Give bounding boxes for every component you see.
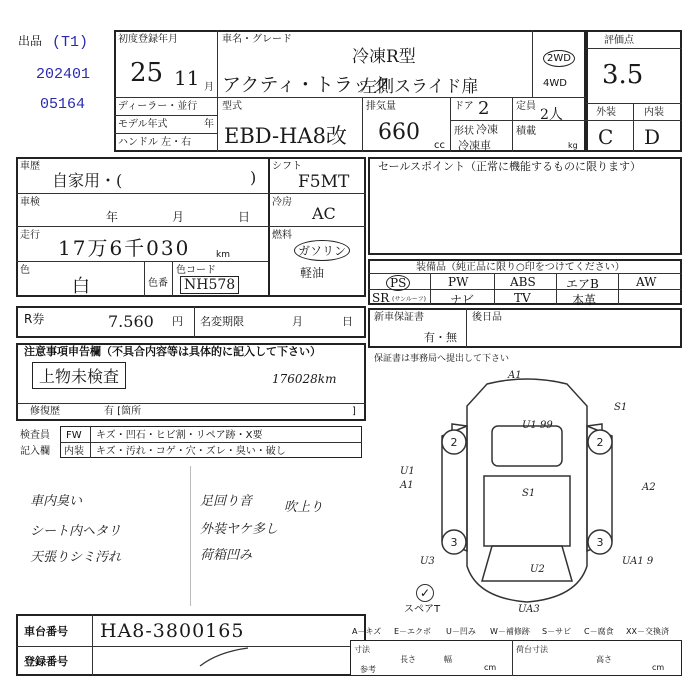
equip-leather: 本革 bbox=[572, 293, 597, 307]
model-year-label: モデル年式 bbox=[118, 119, 168, 130]
equip-abs: ABS bbox=[510, 275, 536, 289]
inspection-year: 年 bbox=[106, 210, 119, 224]
inspector-note: 荷箱凹み bbox=[200, 548, 253, 563]
wheel-mark: 3 bbox=[450, 536, 458, 549]
repair-label: 修復歴 bbox=[30, 406, 60, 417]
capacity: 2人 bbox=[540, 107, 563, 123]
drive-2wd: 2WD bbox=[543, 50, 575, 67]
inspection-label: 車検 bbox=[20, 197, 40, 208]
score: 3.5 bbox=[602, 60, 644, 90]
inspection-day: 日 bbox=[238, 210, 251, 224]
recycle-amount: 7.560 bbox=[108, 312, 154, 331]
month-mark: 月 bbox=[204, 82, 214, 93]
legend-item: U－凹み bbox=[446, 627, 476, 636]
warranty-label: 新車保証書 bbox=[374, 312, 424, 323]
damage-mark: U1 bbox=[400, 466, 415, 477]
inspector-note: 天張りシミ汚れ bbox=[30, 550, 122, 565]
inspector-note: 吹上り bbox=[284, 500, 324, 515]
exterior-grade: C bbox=[598, 125, 614, 149]
reg-year-label: 初度登録年月 bbox=[118, 34, 178, 45]
recycle-yen: 円 bbox=[172, 315, 183, 328]
shift-label: シフト bbox=[272, 161, 302, 172]
damage-mark: UA1 9 bbox=[622, 556, 654, 567]
exterior-label: 外装 bbox=[596, 107, 616, 118]
size-length: 長さ bbox=[400, 655, 416, 664]
color-code: NH578 bbox=[180, 276, 239, 294]
equip-tv: TV bbox=[514, 291, 531, 305]
category: 自家用・( bbox=[52, 171, 123, 190]
repair-close: ] bbox=[352, 406, 356, 417]
fuel-gasoline: ガソリン bbox=[294, 240, 350, 261]
shape-note-1: 冷凍 bbox=[476, 123, 498, 136]
warranty-options: 有・無 bbox=[424, 331, 457, 344]
fuel-diesel: 軽油 bbox=[300, 266, 325, 280]
damage-mark: A2 bbox=[642, 482, 656, 493]
color: 白 bbox=[72, 276, 90, 297]
legend-item: E－エクボ bbox=[394, 627, 432, 636]
shift: F5MT bbox=[298, 172, 350, 192]
kg-unit: kg bbox=[568, 141, 578, 150]
note-mileage: 176028km bbox=[272, 372, 337, 386]
lot-date: 202401 bbox=[36, 66, 91, 83]
size-title: 寸法 bbox=[354, 645, 370, 654]
inspector-label-2: 記入欄 bbox=[20, 446, 50, 457]
damage-mark: U1 99 bbox=[522, 420, 553, 431]
displacement: 660 bbox=[378, 120, 420, 145]
inspector-interior-label: 内装 bbox=[64, 446, 84, 457]
category-label: 車歴 bbox=[20, 161, 40, 172]
legend-item: S－サビ bbox=[542, 627, 572, 636]
doors-label: ドア bbox=[454, 101, 474, 112]
inspector-note: 車内臭い bbox=[30, 494, 83, 509]
damage-mark: UA3 bbox=[518, 604, 540, 615]
inspector-interior-codes: キズ・汚れ・コゲ・穴・ズレ・臭い・破し bbox=[96, 446, 286, 457]
selling-points-label: セールスポイント（正常に機能するものに限ります） bbox=[378, 160, 642, 173]
damage-mark: U3 bbox=[420, 556, 435, 567]
paren-close: ) bbox=[250, 168, 257, 187]
color-label: 色 bbox=[20, 265, 30, 276]
model-label: 型式 bbox=[222, 101, 242, 112]
equip-navi: ナビ bbox=[450, 293, 475, 307]
size-width: 幅 bbox=[444, 655, 452, 664]
reg-month: 11 bbox=[174, 66, 200, 90]
car-damage-diagram bbox=[372, 366, 682, 616]
rear-seat-label: 後日品 bbox=[472, 312, 502, 323]
legend-item: C－腐食 bbox=[584, 627, 614, 636]
damage-mark: S1 bbox=[614, 402, 628, 413]
year-mark: 年 bbox=[204, 119, 214, 130]
car-name-note: 左側スライド扉 bbox=[360, 77, 479, 97]
drive-4wd: 4WD bbox=[543, 78, 567, 89]
fuel-label: 燃料 bbox=[272, 230, 292, 241]
model: EBD-HA8改 bbox=[224, 124, 347, 148]
equipment-label: 装備品（純正品に限り○印をつけてください） bbox=[416, 262, 625, 273]
registration-scribble bbox=[196, 646, 256, 670]
bed-cm: cm bbox=[652, 663, 665, 672]
spare-label: スペアT bbox=[404, 604, 441, 615]
registration-label: 登録番号 bbox=[24, 655, 68, 668]
chassis-label: 車台番号 bbox=[24, 625, 68, 638]
interior-grade: D bbox=[644, 125, 661, 149]
damage-mark: U2 bbox=[530, 564, 545, 575]
legend-item: W－補修跡 bbox=[490, 627, 530, 636]
legend-row bbox=[352, 626, 682, 638]
note-unchecked-body: 上物未検査 bbox=[32, 362, 126, 389]
load-label: 積載 bbox=[516, 126, 536, 137]
size-ref: 参考 bbox=[360, 665, 376, 674]
inspector-label-1: 検査員 bbox=[20, 430, 50, 441]
wheel-mark: 2 bbox=[450, 436, 458, 449]
shape-note-2: 冷凍車 bbox=[458, 139, 491, 152]
equip-sr-note: (サンルーフ) bbox=[392, 296, 426, 303]
reg-year: 25 bbox=[130, 58, 164, 88]
ac-label: 冷房 bbox=[272, 197, 292, 208]
capacity-label: 定員 bbox=[516, 101, 536, 112]
displacement-label: 排気量 bbox=[366, 101, 396, 112]
handle-label: ハンドル 左・右 bbox=[118, 137, 192, 148]
repair-value: 有 [箇所 bbox=[104, 406, 142, 417]
cc-unit: cc bbox=[434, 140, 445, 151]
legend-item: A－キズ bbox=[352, 627, 382, 636]
recycle-box bbox=[16, 306, 366, 338]
inspector-note: 足回り音 bbox=[200, 494, 253, 509]
damage-mark: A1 bbox=[508, 370, 522, 381]
lot-number: 05164 bbox=[40, 96, 86, 113]
equip-pw: PW bbox=[448, 275, 469, 289]
diagram-label: 保証書は事務局へ提出して下さい bbox=[374, 354, 510, 364]
bed-size-title: 荷台寸法 bbox=[516, 645, 548, 654]
name-change-label: 名変期限 bbox=[200, 315, 244, 328]
wheel-mark: 2 bbox=[596, 436, 604, 449]
name-change-month: 月 bbox=[292, 315, 303, 328]
inspector-note: シート内ヘタリ bbox=[30, 524, 122, 539]
inspection-month: 月 bbox=[172, 210, 185, 224]
inspector-note: 外装ヤケ多し bbox=[200, 522, 279, 537]
damage-mark: A1 bbox=[400, 480, 414, 491]
spare-tire-icon: ✓ bbox=[416, 584, 434, 602]
size-cm: cm bbox=[484, 663, 497, 672]
interior-label: 内装 bbox=[644, 107, 664, 118]
equip-airbag: エアB bbox=[566, 277, 599, 291]
legend-item: XX－交換済 bbox=[626, 627, 669, 636]
inspector-fw-label: FW bbox=[66, 430, 82, 441]
ac: AC bbox=[312, 204, 336, 223]
recycle-label: R券 bbox=[24, 312, 45, 326]
mileage: 17万6千030 bbox=[58, 236, 191, 260]
grade: 冷凍R型 bbox=[352, 47, 416, 67]
wheel-mark: 3 bbox=[596, 536, 604, 549]
km-unit: km bbox=[216, 250, 230, 260]
car-name: アクティ・トラック bbox=[222, 74, 391, 96]
dealer-label: ディーラー・並行 bbox=[118, 101, 198, 112]
damage-mark: S1 bbox=[522, 488, 536, 499]
doors: 2 bbox=[478, 98, 490, 119]
bed-height: 高さ bbox=[596, 655, 612, 664]
name-change-day: 日 bbox=[342, 315, 353, 328]
equip-aw: AW bbox=[636, 275, 657, 289]
chassis-number: HA8-3800165 bbox=[100, 620, 245, 642]
color-code-label: 色コード bbox=[176, 265, 216, 276]
equip-ps: PS bbox=[386, 275, 410, 291]
venue-code: (T1) bbox=[52, 34, 89, 51]
inspector-fw-codes: キズ・凹石・ヒビ割・リペア跡・X要 bbox=[96, 430, 263, 441]
mileage-label: 走行 bbox=[20, 230, 40, 241]
car-name-label: 車名・グレード bbox=[222, 34, 292, 45]
score-label: 評価点 bbox=[604, 35, 634, 46]
venue-label: 出品 bbox=[18, 34, 43, 48]
notes-label: 注意事項申告欄（不具合内容等は具体的に記入して下さい） bbox=[24, 345, 321, 358]
color-number-label: 色番 bbox=[148, 278, 168, 289]
shape-label: 形状 bbox=[454, 126, 474, 137]
equip-sr: SR bbox=[372, 291, 390, 305]
